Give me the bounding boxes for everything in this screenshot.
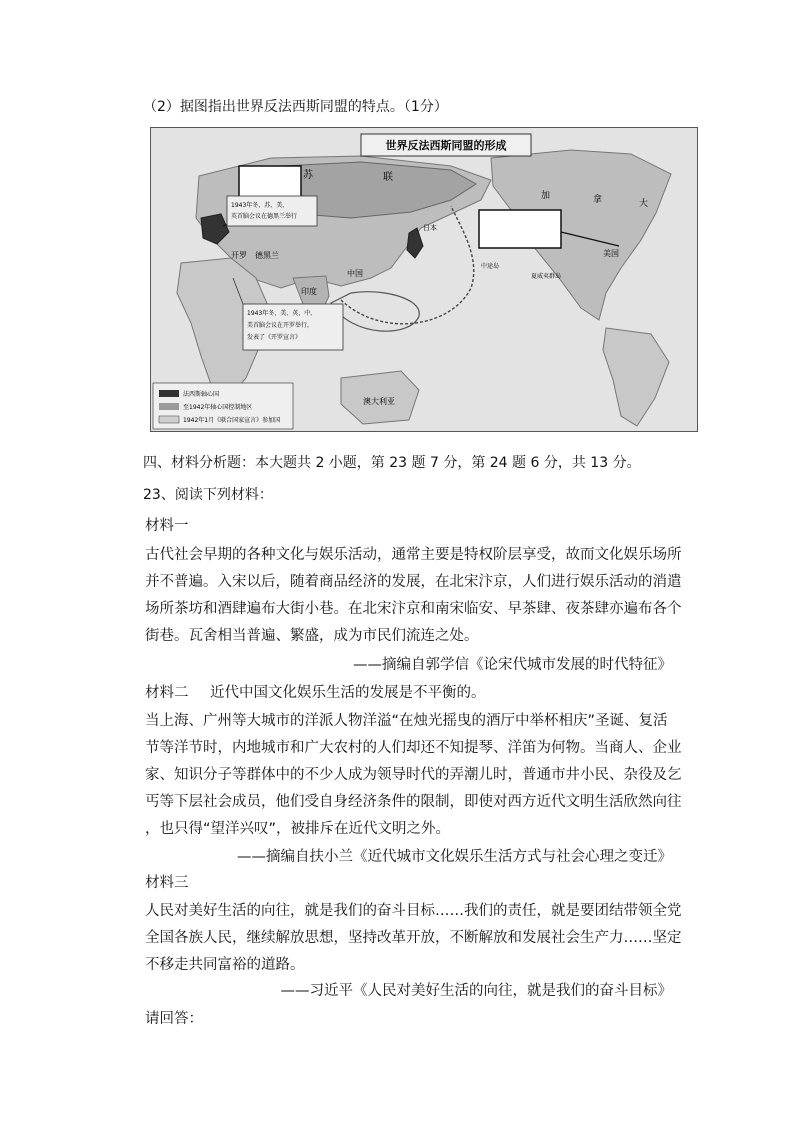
label-midway: 中途岛 [481, 263, 500, 270]
material-2-title: 材料二 [145, 685, 189, 701]
label-canada-c: 大 [639, 199, 649, 209]
material-1-line: 古代社会早期的各种文化与娱乐活动，通常主要是特权阶层享受，故而文化娱乐场所 [145, 547, 682, 563]
legend-label-occupied: 至1942年轴心国控制地区 [183, 404, 253, 411]
world-map-figure [150, 127, 698, 432]
question-2: （2）据图指出世界反法西斯同盟的特点。（1分） [143, 99, 448, 115]
label-usa: 美国 [603, 249, 619, 258]
label-canada-a: 加 [541, 191, 551, 201]
map-title: 世界反法西斯同盟的形成 [385, 139, 507, 152]
material-2-source: ——摘编自扶小兰《近代城市文化娱乐生活方式与社会心理之变迁》 [237, 849, 672, 865]
note-tehran-line-1: 1943年冬，苏、美、 [231, 202, 289, 209]
note-cairo-line-2: 美首脑会议在开罗举行， [247, 322, 314, 329]
material-3-title: 材料三 [145, 875, 189, 891]
answer-box-right [479, 210, 561, 248]
label-soviet-a: 苏 [303, 170, 313, 181]
note-cairo-line-1: 1943年冬，美、英、中、 [247, 310, 317, 317]
legend-swatch-allies [159, 416, 179, 423]
label-cairo: 开罗 [231, 251, 247, 260]
label-hawaii: 夏威夷群岛 [531, 273, 562, 280]
label-soviet-b: 联 [383, 172, 393, 183]
material-3-source: ——习近平《人民对美好生活的向往，就是我们的奋斗目标》 [280, 983, 672, 999]
label-australia: 澳大利亚 [363, 397, 395, 406]
answer-prompt: 请回答： [145, 1011, 203, 1027]
material-2-line: 当上海、广州等大城市的洋派人物洋溢“在烛光摇曳的酒厅中举杯相庆”圣诞、复活 [145, 713, 668, 729]
note-box-tehran [227, 196, 317, 226]
label-india: 印度 [301, 287, 317, 296]
map-graphic [151, 128, 697, 431]
question-23: 23、阅读下列材料： [143, 487, 273, 503]
material-3-line: 全国各族人民，继续解放思想，坚持改革开放，不断解放和发展社会生产力……坚定 [145, 930, 682, 946]
legend-swatch-axis [159, 390, 179, 397]
legend-swatch-occupied [159, 403, 179, 410]
material-2-intro: 近代中国文化娱乐生活的发展是不平衡的。 [210, 685, 486, 701]
note-tehran-line-2: 英首脑会议在德黑兰举行 [231, 213, 298, 220]
section-4-heading: 四、材料分析题：本大题共 2 小题，第 23 题 7 分，第 24 题 6 分，共 13 分。 [143, 455, 641, 471]
label-tehran: 德黑兰 [255, 251, 279, 260]
material-1-title: 材料一 [145, 518, 189, 534]
legend-label-axis: 法西斯轴心国 [183, 391, 220, 398]
material-1-line: 街巷。瓦舍相当普遍、繁盛，成为市民们流连之处。 [145, 628, 479, 644]
material-3-line: 人民对美好生活的向往，就是我们的奋斗目标……我们的责任，就是要团结带领全党 [145, 903, 682, 919]
material-1-line: 场所茶坊和酒肆遍布大街小巷。在北宋汴京和南宋临安、早茶肆、夜茶肆亦遍布各个 [145, 601, 682, 617]
material-2-line: ，也只得“望洋兴叹”，被排斥在近代文明之外。 [145, 821, 451, 837]
label-japan: 日本 [423, 224, 437, 232]
legend-label-allies: 1942年1月《联合国家宣言》参加国 [183, 417, 281, 424]
material-1-line: 并不普遍。入宋以后，随着商品经济的发展，在北宋汴京，人们进行娱乐活动的消遣 [145, 574, 682, 590]
note-cairo-line-3: 发表了《开罗宣言》 [247, 334, 302, 341]
material-2-line: 家、知识分子等群体中的不少人成为领导时代的弄潮儿时，普通市井小民、杂役及乞 [145, 767, 682, 783]
material-1-source: ——摘编自郭学信《论宋代城市发展的时代特征》 [353, 657, 672, 673]
material-2-line: 丐等下层社会成员，他们受自身经济条件的限制，即使对西方近代文明生活欣然向往 [145, 794, 682, 810]
label-china: 中国 [347, 269, 363, 278]
label-canada-b: 拿 [593, 195, 603, 205]
material-2-line: 节等洋节时，内地城市和广大农村的人们却还不知提琴、洋笛为何物。当商人、企业 [145, 740, 682, 756]
material-3-line: 不移走共同富裕的道路。 [145, 957, 305, 973]
